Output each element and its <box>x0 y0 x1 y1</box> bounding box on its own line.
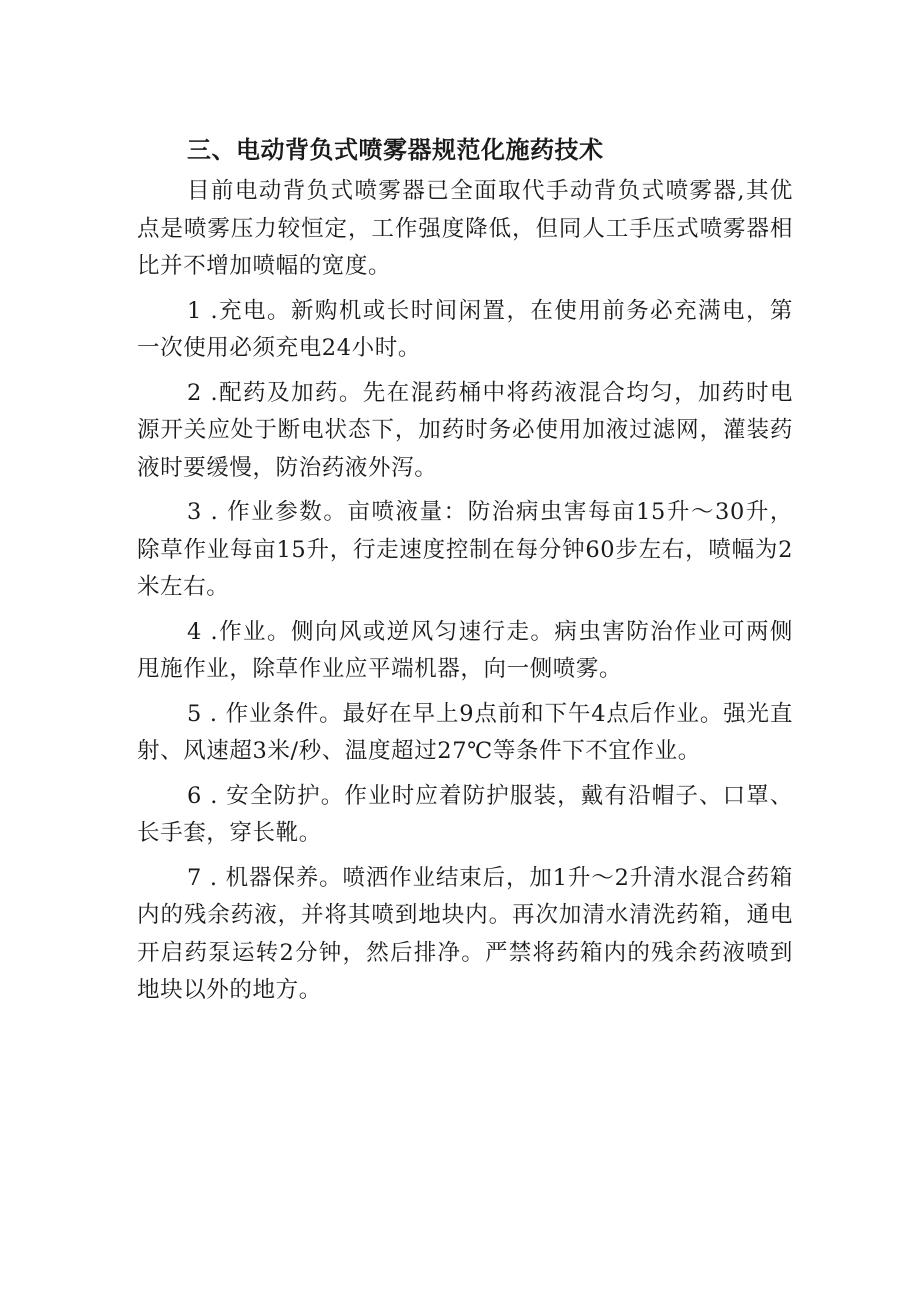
item-parameters: 3 . 作业参数。亩喷液量：防治病虫害每亩15升～30升，除草作业每亩15升，行走速度控制在每分钟60步左右，喷幅为2米左右。 <box>137 499 793 600</box>
document-body <box>137 173 793 1017</box>
intro-paragraph: 目前电动背负式喷雾器已全面取代手动背负式喷雾器,其优点是喷雾压力较恒定，工作强度降低，但同人工手压式喷雾器相比并不增加喷幅的宽度。 <box>137 178 793 279</box>
item-operation: 4 .作业。侧向风或逆风匀速行走。病虫害防治作业可两侧甩施作业，除草作业应平端机器，向一侧喷雾。 <box>137 618 793 682</box>
item-charging: 1 .充电。新购机或长时间闲置，在使用前务必充满电，第一次使用必须充电24小时。 <box>137 297 793 361</box>
item-safety: 6 . 安全防护。作业时应着防护服装，戴有沿帽子、口罩、长手套，穿长靴。 <box>137 782 793 846</box>
item-conditions: 5 . 作业条件。最好在早上9点前和下午4点后作业。强光直射、风速超3米/秒、温度超过27℃等条件下不宜作业。 <box>137 700 793 764</box>
item-mixing: 2 .配药及加药。先在混药桶中将药液混合均匀，加药时电源开关应处于断电状态下，加药时务必使用加液过滤网，灌装药液时要缓慢，防治药液外泻。 <box>137 379 793 481</box>
section-heading: 三、电动背负式喷雾器规范化施药技术 <box>187 136 604 164</box>
item-maintenance: 7 . 机器保养。喷洒作业结束后，加1升～2升清水混合药箱内的残余药液，并将其喷到地块内。再次加清水清洗药箱，通电开启药泵运转2分钟，然后排净。严禁将药箱内的残余药液喷到地块以外的地方。 <box>137 864 793 1003</box>
